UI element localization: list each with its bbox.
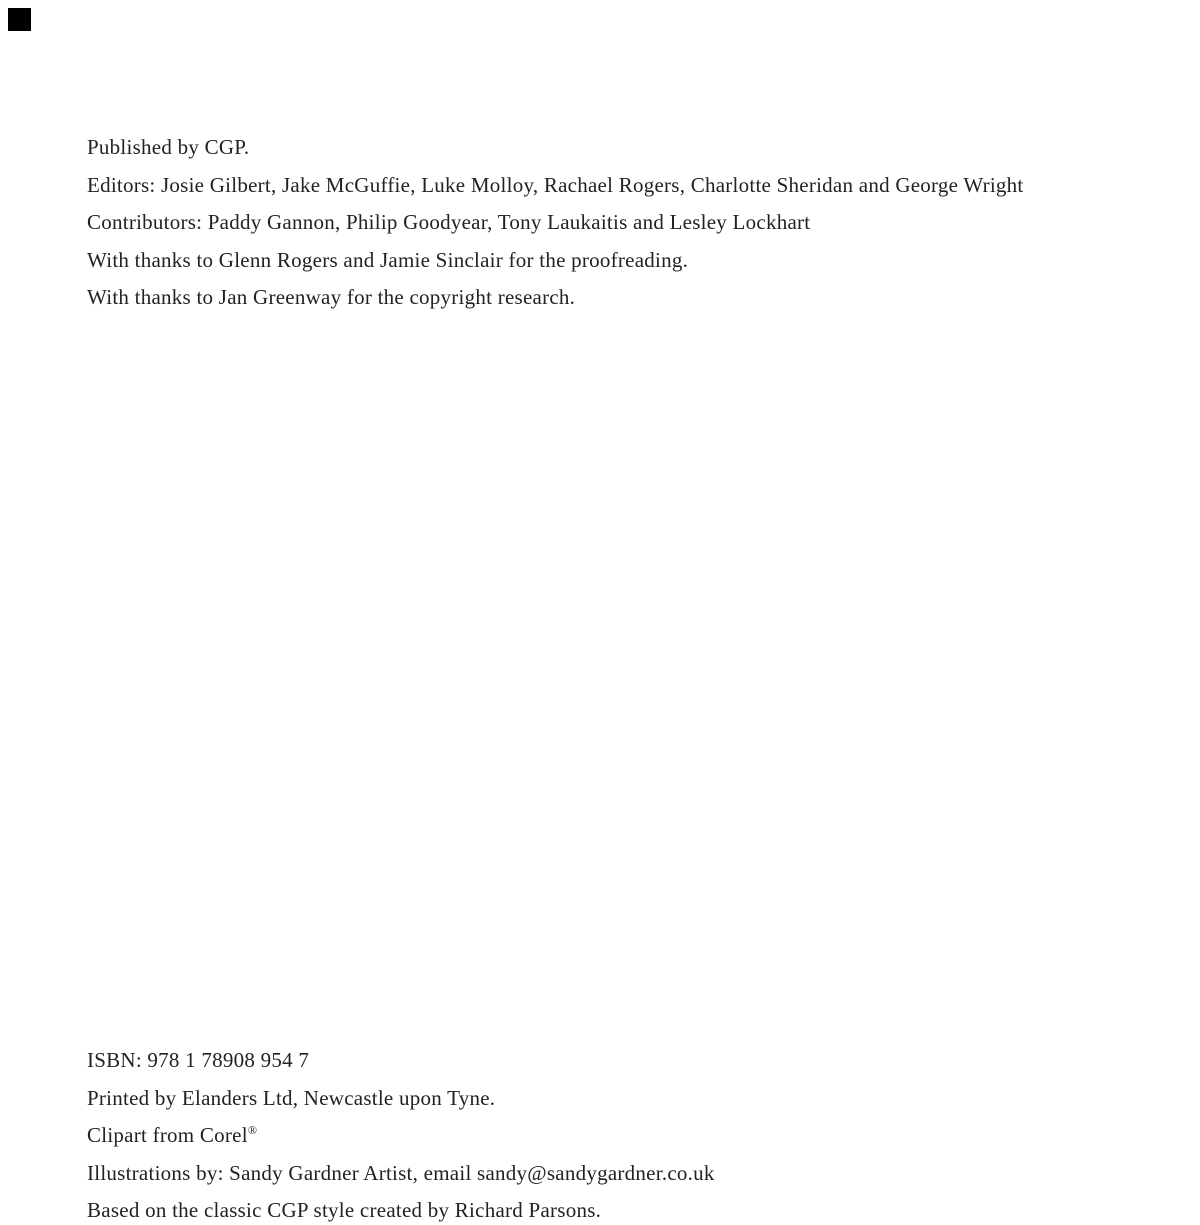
- clipart-text: Clipart from Corel: [87, 1123, 248, 1148]
- isbn-line: ISBN: 978 1 78908 954 7: [87, 1048, 310, 1072]
- clipart-line: [87, 1117, 1160, 1155]
- illustrations-line: Illustrations by: Sandy Gardner Artist, email sandy@sandygardner.co.uk: [87, 1160, 715, 1185]
- contributors-line: Contributors: Paddy Gannon, Philip Goodyear, Tony Laukaitis and Lesley Lockhart: [87, 210, 811, 235]
- publisher-line: Published by CGP.: [87, 135, 250, 159]
- printer-line: Printed by Elanders Ltd, Newcastle upon Tyne.: [87, 1085, 496, 1110]
- editors-line: Editors: Josie Gilbert, Jake McGuffie, Luke Molloy, Rachael Rogers, Charlotte Sheridan and George Wright: [87, 172, 1024, 197]
- style-credit-line: Based on the classic CGP style created by Richard Parsons.: [87, 1198, 602, 1223]
- copyright-thanks-line: With thanks to Jan Greenway for the copyright research.: [87, 285, 576, 310]
- publication-credits-block: [87, 129, 1160, 317]
- registered-trademark-symbol: ®: [247, 1123, 257, 1138]
- page-corner-mark: [8, 8, 31, 31]
- print-details-block: [87, 1042, 1160, 1225]
- proofreading-thanks-line: With thanks to Glenn Rogers and Jamie Sinclair for the proofreading.: [87, 247, 689, 272]
